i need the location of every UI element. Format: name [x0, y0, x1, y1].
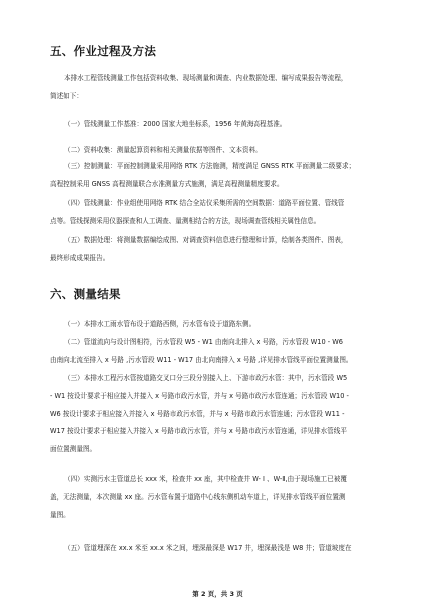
section-6-item-5 [50, 540, 390, 558]
section-5-item-4 [50, 195, 390, 231]
text-line: （三）本排水工程污水管按道路交叉口分三段分别接入上、下游市政污水管：其中，污水管段 W5 [64, 374, 348, 382]
text-line: 量图。 [50, 510, 70, 519]
section-6-item-4 [50, 471, 390, 524]
section-6-heading: 六、测量结果 [50, 287, 121, 301]
page-number-footer: 第 2 页，共 3 页 [192, 590, 243, 598]
section-6-item-3 [50, 370, 390, 459]
text-line: 点等。管线探测采用仪器探查和人工调查、量测相结合的方法，现场调查管线相关属性信息。 [50, 216, 321, 225]
section-6-item-1 [50, 316, 390, 334]
section-5-item-5 [50, 232, 390, 268]
text-line: 盖，无法测量，本次测量 xx 座。污水管布置于道路中心线东侧机动车道上，详见排水管线平面位置测 [50, 492, 346, 501]
text-line: 由南向北流至排入 x 号路 ,污水管段 W11 - W17 由北向南排入 x 号路 ,详见排水管线平面位置测量图。 [50, 355, 353, 364]
text-line: W17 按设计要求于相应接入并接入 x 号路市政污水管，并与 x 号路市政污水管连通，详见排水管线平 [50, 427, 347, 436]
text-line: （二）管道流向与设计图相符，污水管段 W5 - W1 由南向北排入 x 号路，污水管段 W10 - W6 [64, 338, 343, 346]
text-line: 高程控制采用 GNSS 高程测量联合水准测量方式施测，满足高程测量精度要求。 [50, 179, 284, 188]
text-line: （三）控制测量：平面控制测量采用网络 RTK 方法施测，精度满足 GNSS RTK 平面测量二级要求； [64, 162, 356, 170]
section-5-heading: 五、作业过程及方法 [50, 44, 157, 58]
text-line: （四）实测污水主管道总长 xxx 米，检查井 xx 座，其中检查井 W- I 、W-Ⅱ,由于现场施工已被覆 [64, 475, 347, 483]
text-line: （一）管线测量工作基准：2000 国家大地坐标系，1956 年黄海高程基准。 [64, 120, 287, 128]
text-line: - W1 按设计要求于相应接入并接入 x 号路市政污水管，并与 x 号路市政污水管连通；污水管段 W10 - [50, 391, 349, 400]
text-line: 本排水工程管线测量工作包括资料收集、现场测量和调查、内业数据处理、编写成果报告等流程， [64, 74, 348, 82]
section-5-intro [50, 70, 390, 106]
text-line: 面位置测量图。 [50, 445, 97, 454]
section-6-item-2 [50, 334, 390, 370]
text-line: （五）管道埋深在 xx.x 米至 xx.x 米之间，埋深最深是 W17 井，埋深最浅是 W8 井；管道坡度在 [64, 544, 352, 552]
text-line: （一）本排水工雨水管布设于道路西侧，污水管布设于道路东侧。 [64, 320, 256, 328]
text-line: （二）资料收集：测量起算资料和相关测量依据等图件、文本资料。 [64, 146, 262, 154]
text-line: 最终形成成果报告。 [50, 253, 110, 262]
text-line: （五）数据处理：将测量数据编绘成图、对调查资料信息进行整理和计算，绘制各类图件、图表， [64, 236, 348, 244]
text-line: W6 按设计要求于相应接入并接入 x 号路市政污水管，并与 x 号路市政污水管连通；污水管段 W11 - [50, 409, 345, 418]
section-5-item-1 [50, 116, 390, 134]
section-5-item-3 [50, 158, 390, 194]
text-line: （四）管线测量：作业组使用网络 RTK 结合全站仪采集所需的空间数据：道路平面位置、管线管 [64, 199, 345, 207]
text-line: 简述如下： [50, 91, 83, 100]
